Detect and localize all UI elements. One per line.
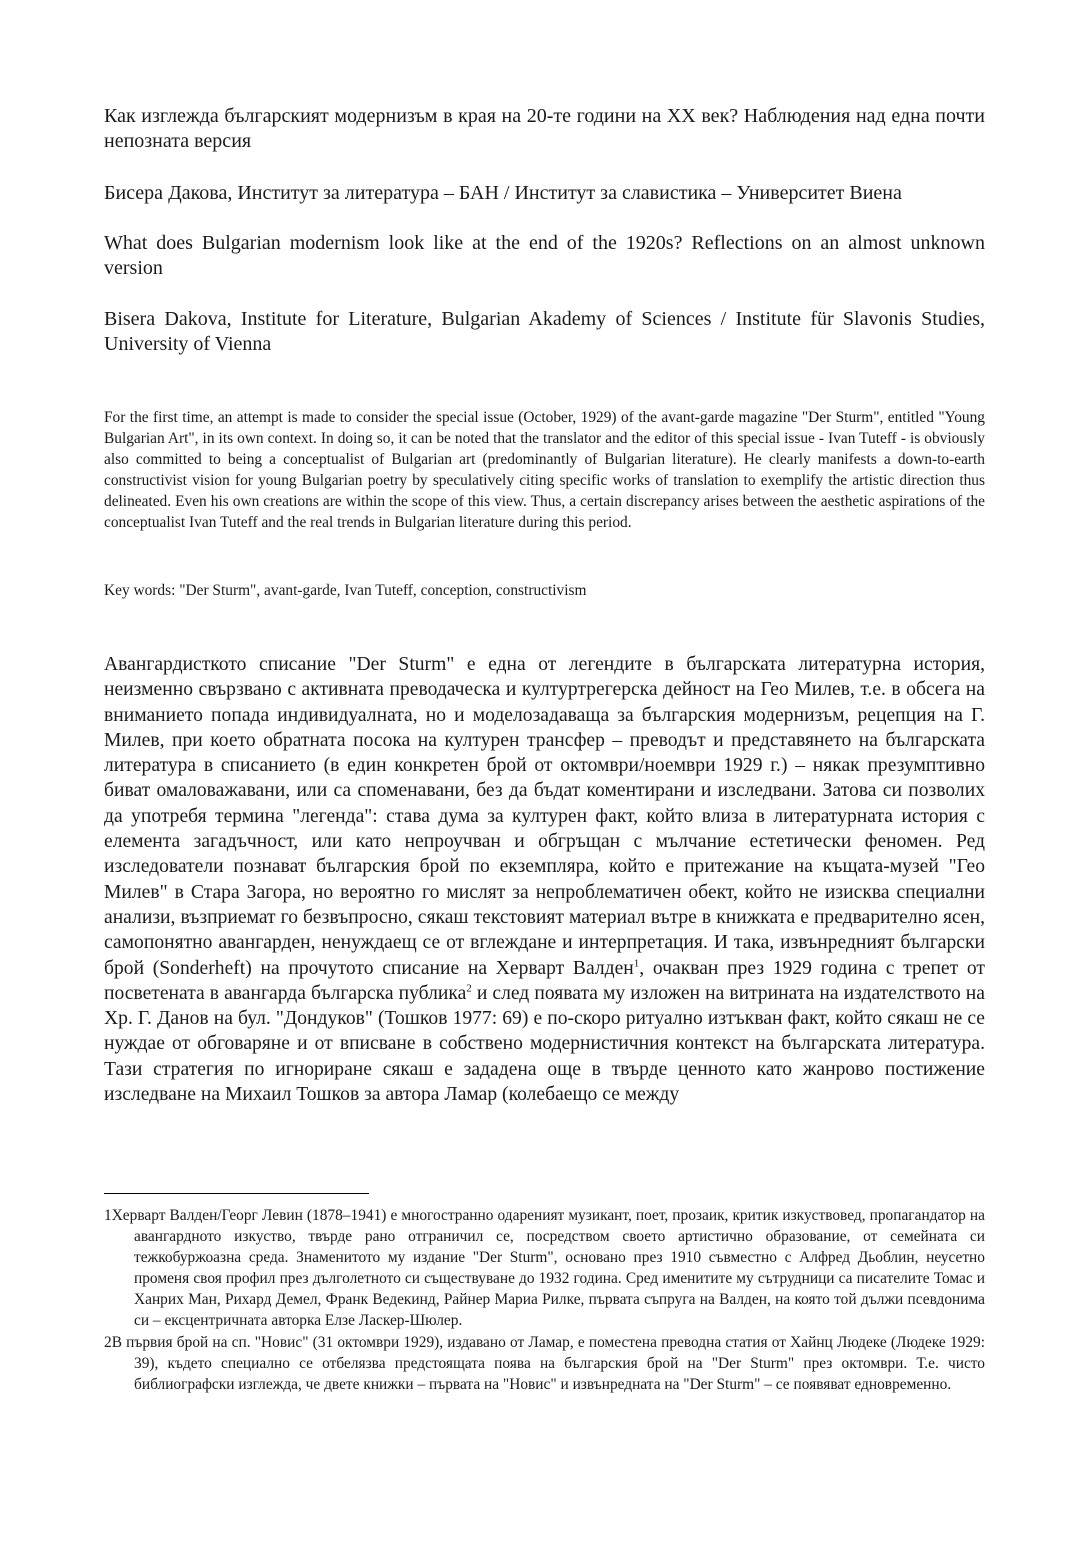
title-bulgarian: Как изглежда българският модернизъм в края на 20-те години на ХХ век? Наблюдения над една почти непозната версия: [104, 105, 985, 152]
title-english: What does Bulgarian modernism look like at the end of the 1920s? Reflections on an almost unknown version: [104, 232, 985, 279]
abstract: For the first time, an attempt is made to consider the special issue (October, 1929) of the avant-garde magazine "Der Sturm", entitled "Young Bulgarian Art", in its own context. In doing so, it can be noted that the translator and the editor of this special issue - Ivan Tuteff - is obviously also committed to being a conceptualist of Bulgarian art (predominantly of Bulgarian literature). He clearly manifests a down-to-earth constructivist vision for young Bulgarian poetry by speculatively citing specific works of translation to exemplify the artistic direction thus delineated. Even his own creations are within the scope of this view. Thus, a certain discrepancy arises between the aesthetic aspirations of the conceptualist Ivan Tuteff and the real trends in Bulgarian literature during this period.: [104, 409, 985, 532]
body-text-part-3: и след появата му изложен на витрината на издателството на Хр. Г. Данов на бул. "Дондуков" (Тошков 1977: 69) е по-скоро ритуално изтъкван факт, който сякаш не се нуждае от обговаряне и от вписване в собствено модернистичния контекст на българската литература. Тази стратегия по игнориране сякаш е зададена още в твърде ценното като жанрово постижение изследване на Михаил Тошков за автора Ламар (колебаещо се между: [104, 982, 985, 1106]
footnote-ref-2[interactable]: 2: [466, 982, 472, 995]
keywords: Key words: "Der Sturm", avant-garde, Ivan Tuteff, conception, constructivism: [104, 582, 587, 599]
body-text-part-1: Авангардисткото списание "Der Sturm" е една от легендите в българската литературна история, неизменно свързвано с активната преводаческа и културтрегерска дейност на Гео Милев, т.е. в обсега на вниманието попада индивидуалната, но и моделозадаваща за българския модернизъм, рецепция на Г. Милев, при което обратната посока на културен трансфер – преводът и представянето на българската литература в списанието (в един конкретен брой от октомври/ноември 1929 г.) – някак презумптивно биват омаловажавани, или са споменавани, без да бъдат коментирани и изследвани. Затова си позволих да употребя термина "легенда": става дума за културен факт, който влиза в литературната история с елемента загадъчност, или като непроучван и обгръщан с мълчание естетически феномен. Ред изследователи познават българския брой по екземпляра, който е притежание на къщата-музей "Гео Милев" в Стара Загора, но вероятно го мислят за непроблематичен обект, който не изисква специални анализи, възприемат го безвъпросно, сякаш текстовият материал вътре в книжката е предварително ясен, самопонятно авангарден, ненуждаещ се от вглеждане и интерпретация. И така, извънредният български брой (Sonderheft) на прочутото списание на Херварт Валден: [104, 654, 985, 979]
body-text-part-2: , очакван през 1929 година с трепет от посветената в авангарда българска публика: [104, 957, 985, 1004]
author-affiliation-bulgarian: Бисера Дакова, Институт за литература – БАН / Институт за славистика – Университет Виена: [104, 182, 902, 204]
footnote-ref-1[interactable]: 1: [633, 957, 640, 970]
footnote-separator: [104, 1193, 369, 1194]
footnotes: [104, 1205, 985, 1396]
footnote-2: 2В първия брой на сп. "Новис" (31 октомври 1929), издавано от Ламар, е поместена преводна статия от Хайнц Людеке (Людеке 1929: 39), където специално се отбелязва предстоящата поява на българския брой на "Der Sturm" през октомври. Т.е. чисто библиографски изглежда, че двете книжки – първата на "Новис" и извънредната на "Der Sturm" – се появяват едновременно.: [104, 1334, 985, 1393]
footnote-1: 1Херварт Валден/Георг Левин (1878–1941) е многостранно одареният музикант, поет, прозаик, критик изкуствовед, пропагандатор на авангардното изкуство, твърде рано отграничил се, посредством своето артистично образование, от семейната си тежкобуржоазна среда. Знаменитото му издание "Der Sturm", основано през 1910 съвместно с Алфред Дьоблин, неусетно променя своя профил през дълголетното си съществуване до 1932 година. Сред именитите му сътрудници са писателите Томас и Ханрих Ман, Рихард Демел, Франк Ведекинд, Райнер Мариа Рилке, първата съпруга на Валден, на която той дължи псевдонима си – ексцентричната авторка Елзе Ласкер-Шюлер.: [104, 1207, 985, 1329]
body-paragraph: [104, 652, 985, 1107]
author-affiliation-english: Bisera Dakova, Institute for Literature, Bulgarian Akademy of Sciences / Institute für Slavonis Studies, University of Vienna: [104, 308, 985, 355]
